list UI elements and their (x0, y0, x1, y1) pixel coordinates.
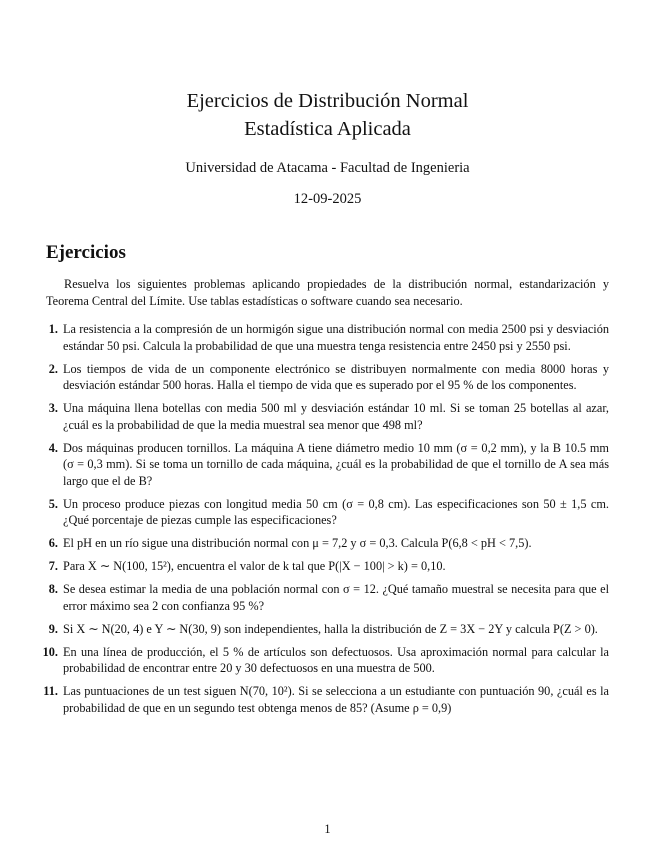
exercise-text: La resistencia a la compresión de un hormigón sigue una distribución normal con media 2500 psi y desviación estándar 50 psi. Calcula la probabilidad de que una muestra tenga resistencia entre 2450 psi y 2550 psi. (63, 322, 609, 353)
document-subtitle: Estadística Aplicada (244, 118, 411, 140)
exercise-item (46, 321, 609, 354)
affiliation: Universidad de Atacama - Facultad de Ingenieria (185, 160, 470, 176)
page-number: 1 (324, 822, 331, 836)
exercise-number: 2. (48, 361, 58, 376)
exercise-text: Para X ∼ N(100, 15²), encuentra el valor de k tal que P(|X − 100| > k) = 0,10. (63, 559, 446, 573)
exercise-text: Si X ∼ N(20, 4) e Y ∼ N(30, 9) son independientes, halla la distribución de Z = 3X − 2Y y calcula P(Z > 0). (63, 621, 598, 636)
document-date: 12-09-2025 (293, 191, 362, 207)
exercise-number: 10. (42, 644, 58, 659)
exercise-item (46, 496, 609, 529)
exercise-number: 11. (43, 684, 58, 698)
exercise-text: El pH en un río sigue una distribución normal con μ = 7,2 y σ = 0,3. Calcula P(6,8 < pH < 7,5). (63, 536, 532, 550)
exercise-number: 9. (48, 621, 58, 636)
exercise-item (46, 558, 609, 575)
exercise-text: Dos máquinas producen tornillos. La máquina A tiene diámetro medio 10 mm (σ = 0,2 mm), y la B 10.5 mm (σ = 0,3 mm). Si se toma un tornillo de cada máquina, ¿cuál es la probabilidad de que el tornillo de A sea más largo que el de B? (63, 440, 609, 488)
exercise-number: 4. (48, 440, 58, 455)
exercise-number: 5. (48, 496, 58, 511)
document-title: Ejercicios de Distribución Normal (186, 90, 469, 112)
section-heading: Ejercicios (46, 242, 126, 263)
exercise-item (46, 621, 609, 638)
exercise-number: 6. (48, 536, 58, 550)
exercise-text: Los tiempos de vida de un componente electrónico se distribuyen normalmente con media 8000 horas y desviación estándar 500 horas. Halla el tiempo de vida que es superado por el 95 % de los componentes. (63, 361, 609, 392)
exercise-text: Una máquina llena botellas con media 500 ml y desviación estándar 10 ml. Si se toman 25 botellas al azar, ¿cuál es la probabilidad de que la media muestral sea menor que 498 ml? (63, 401, 609, 432)
exercise-text: En una línea de producción, el 5 % de artículos son defectuosos. Usa aproximación normal para calcular la probabilidad de encontrar entre 20 y 30 defectuosos en una muestra de 500. (63, 644, 609, 675)
exercise-item (42, 644, 609, 677)
exercise-item (46, 581, 609, 614)
intro-paragraph: Resuelva los siguientes problemas aplicando propiedades de la distribución normal, estandarización y Teorema Central del Límite. Use tablas estadísticas o software cuando sea necesario. (46, 277, 609, 308)
exercise-list (42, 321, 609, 723)
exercise-number: 1. (48, 322, 58, 336)
exercise-number: 8. (48, 582, 58, 596)
exercise-item (46, 440, 609, 490)
exercise-item (46, 361, 609, 394)
exercise-text: Un proceso produce piezas con longitud media 50 cm (σ = 0,8 cm). Las especificaciones son 50 ± 1,5 cm. ¿Qué porcentaje de piezas cumple las especificaciones? (63, 496, 609, 527)
exercise-number: 7. (48, 559, 58, 573)
exercise-item (46, 535, 609, 552)
exercise-item (43, 683, 609, 716)
exercise-item (46, 400, 609, 433)
exercise-text: Las puntuaciones de un test siguen N(70, 10²). Si se selecciona a un estudiante con puntuación 90, ¿cuál es la probabilidad de que en un segundo test obtenga menos de 85? (Asume ρ = 0,9) (63, 684, 609, 715)
exercise-number: 3. (48, 401, 58, 415)
exercise-text: Se desea estimar la media de una población normal con σ = 12. ¿Qué tamaño muestral se necesita para que el error máximo sea 2 con confianza 95 %? (63, 582, 609, 613)
